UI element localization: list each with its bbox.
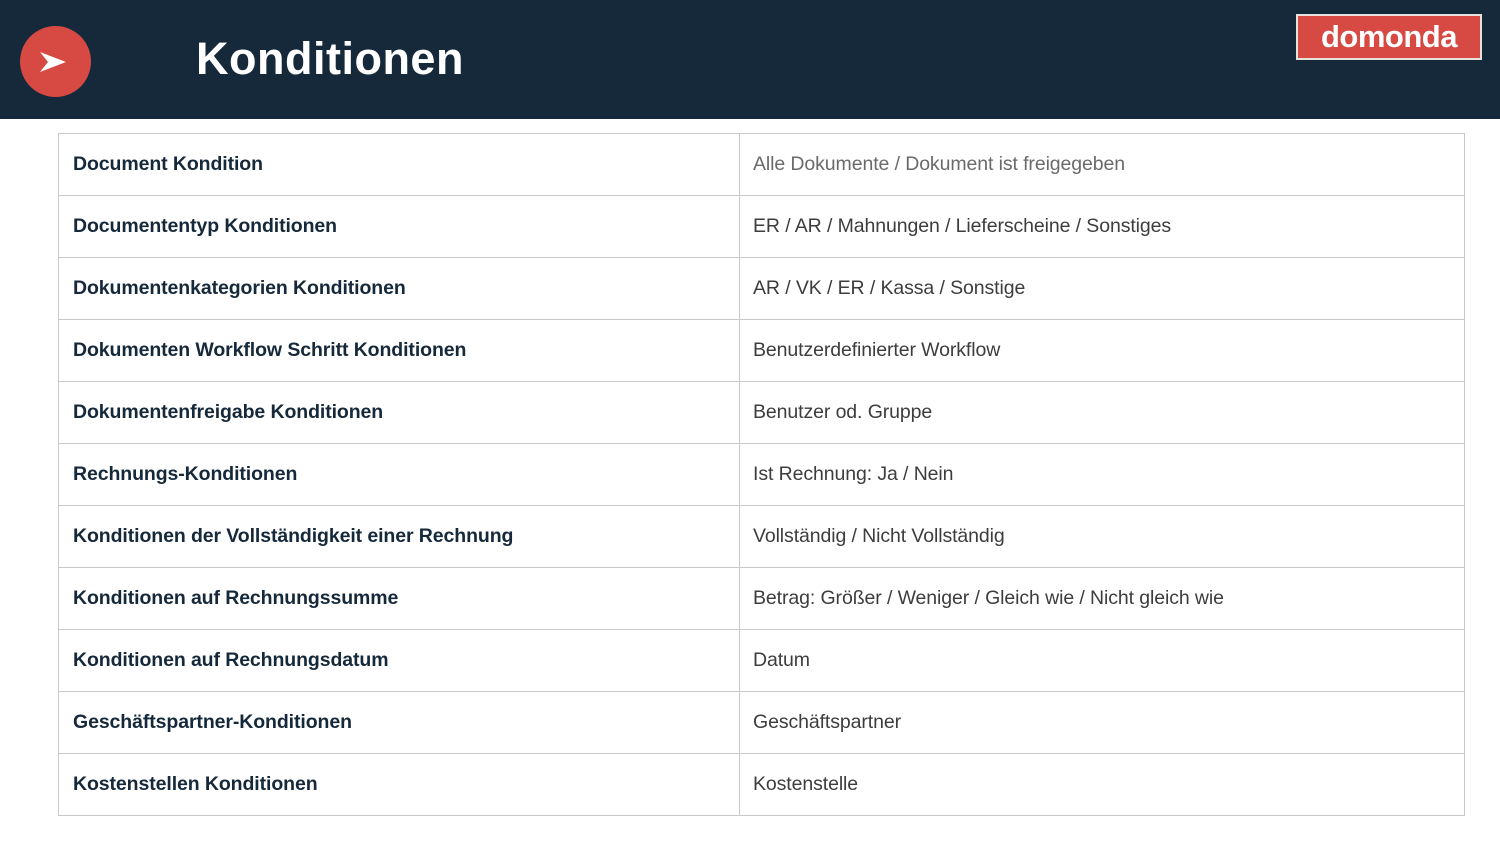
condition-value: Kostenstelle [740,754,1465,816]
table-row [59,568,1465,630]
condition-value: ER / AR / Mahnungen / Lieferscheine / Sonstiges [740,196,1465,258]
condition-name: Dokumenten Workflow Schritt Konditionen [59,320,740,382]
page-title: Konditionen [196,33,464,84]
condition-value: Vollständig / Nicht Vollständig [740,506,1465,568]
table-row [59,134,1465,196]
condition-name: Konditionen der Vollständigkeit einer Rechnung [59,506,740,568]
condition-name: Dokumentenkategorien Konditionen [59,258,740,320]
condition-name: Rechnungs-Konditionen [59,444,740,506]
condition-name: Geschäftspartner-Konditionen [59,692,740,754]
conditions-table-wrapper [58,133,1464,816]
condition-value: Alle Dokumente / Dokument ist freigegeben [740,134,1465,196]
table-row [59,320,1465,382]
arrow-right-icon [36,49,76,75]
brand-logo [1296,14,1482,60]
condition-value: Betrag: Größer / Weniger / Gleich wie / Nicht gleich wie [740,568,1465,630]
condition-value: Ist Rechnung: Ja / Nein [740,444,1465,506]
condition-name: Documententyp Konditionen [59,196,740,258]
table-row [59,196,1465,258]
table-row [59,506,1465,568]
table-row [59,630,1465,692]
table-row [59,382,1465,444]
condition-value: Benutzerdefinierter Workflow [740,320,1465,382]
condition-value: AR / VK / ER / Kassa / Sonstige [740,258,1465,320]
brand-logo-text: domonda [1321,19,1457,54]
condition-value: Datum [740,630,1465,692]
table-row [59,444,1465,506]
condition-name: Document Kondition [59,134,740,196]
table-row [59,258,1465,320]
condition-name: Dokumentenfreigabe Konditionen [59,382,740,444]
condition-value: Geschäftspartner [740,692,1465,754]
conditions-table [58,133,1465,816]
condition-name: Konditionen auf Rechnungsdatum [59,630,740,692]
logo-badge [20,26,91,97]
condition-name: Konditionen auf Rechnungssumme [59,568,740,630]
condition-value: Benutzer od. Gruppe [740,382,1465,444]
table-row [59,692,1465,754]
condition-name: Kostenstellen Konditionen [59,754,740,816]
slide-header [0,0,1500,119]
table-row [59,754,1465,816]
